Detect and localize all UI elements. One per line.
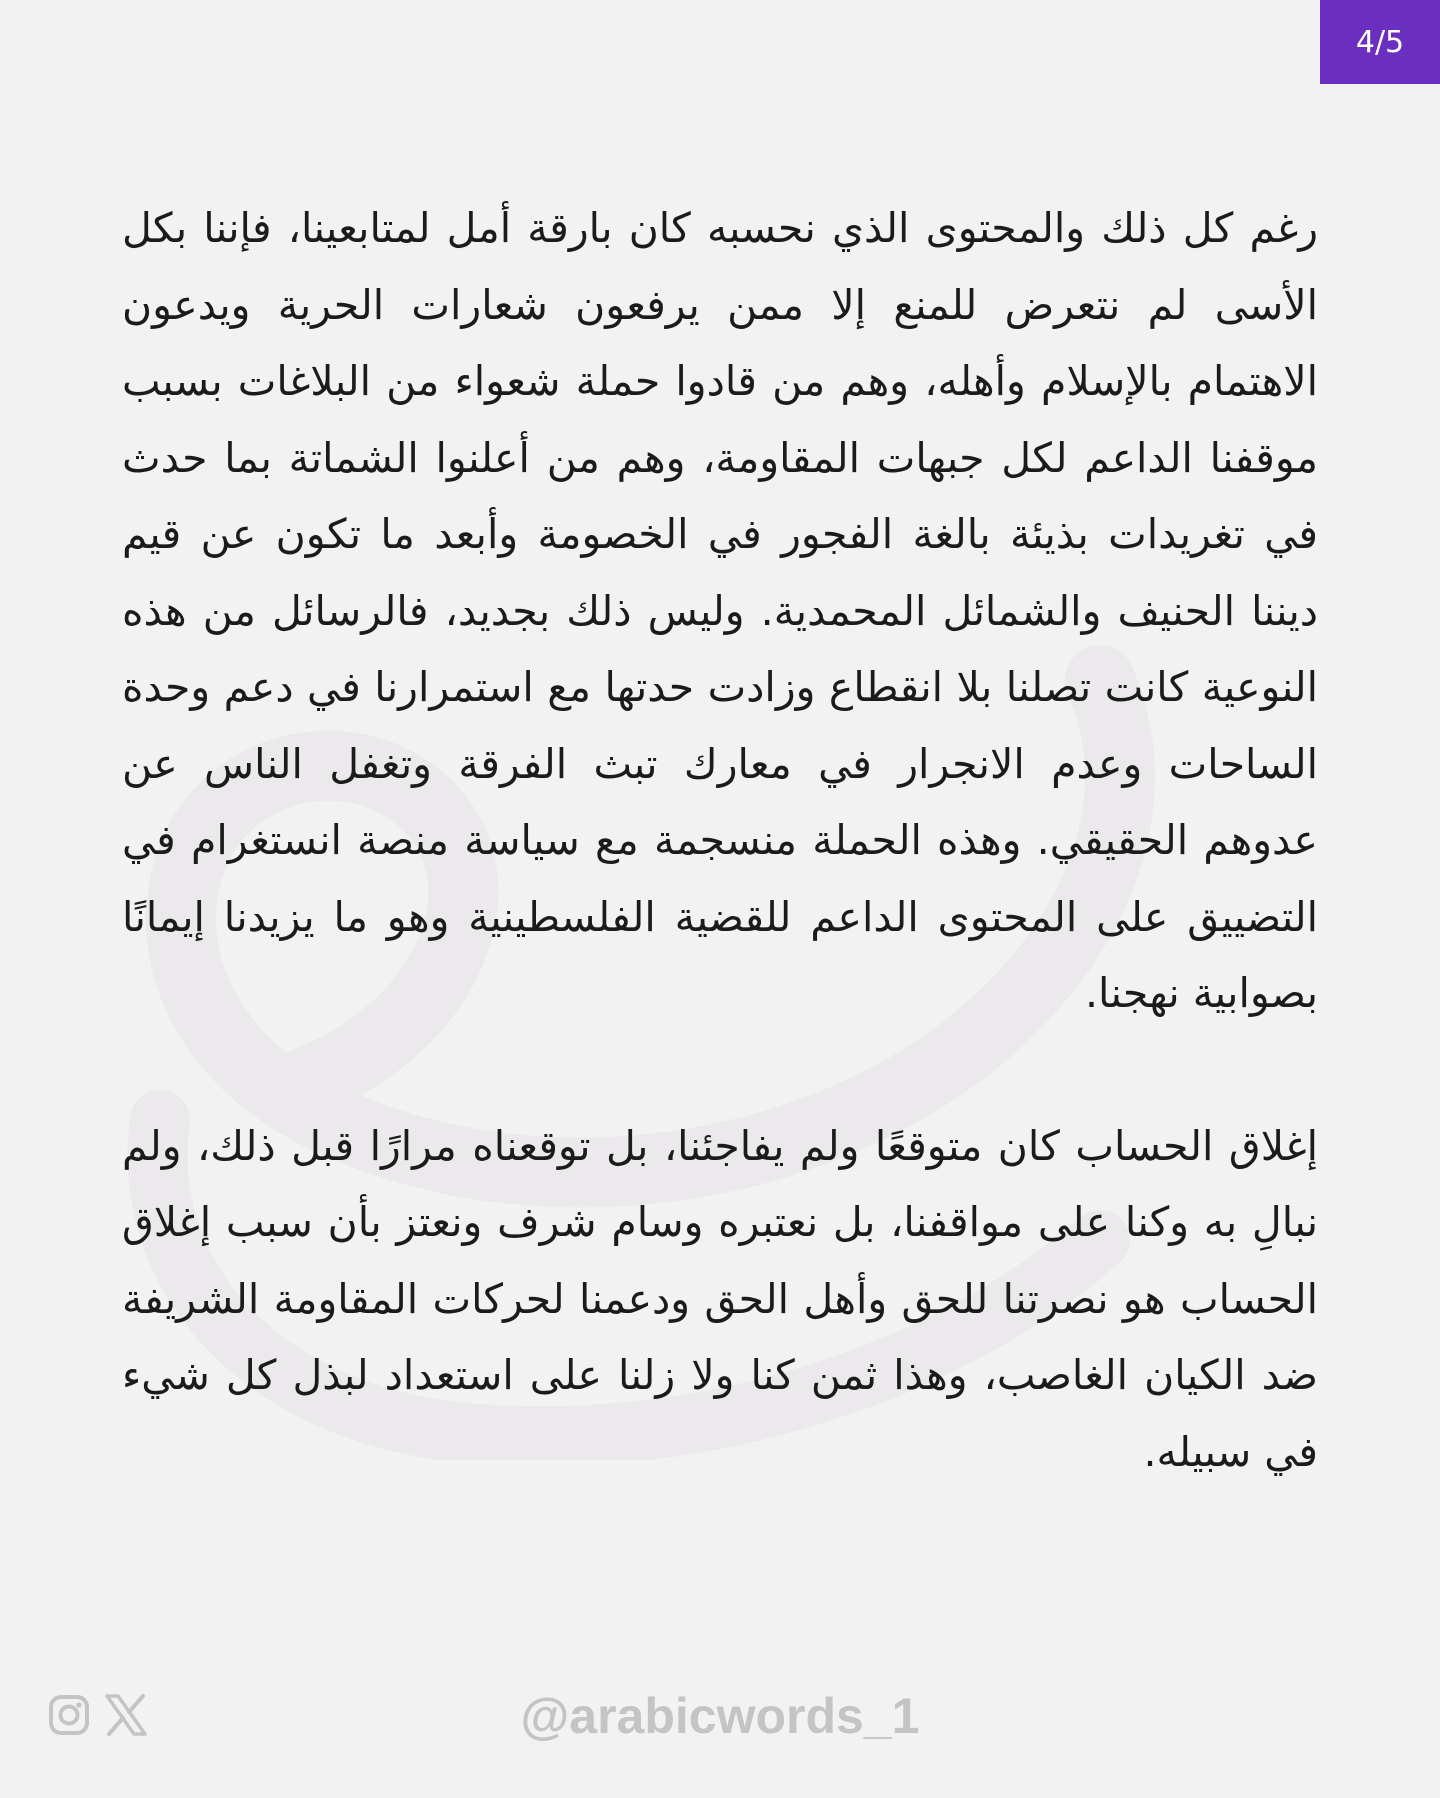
page-indicator: 4/5 xyxy=(1320,0,1440,84)
paragraph-1: رغم كل ذلك والمحتوى الذي نحسبه كان بارقة أمل لمتابعينا، فإننا بكل الأسى لم نتعرض للمنع إلا ممن يرفعون شعارات الحرية ويدعون الاهتمام بالإسلام وأهله، وهم من قادوا حملة شعواء من البلاغات بسبب موقفنا الداعم لكل جبهات المقاومة، وهم من أعلنوا الشماتة بما حدث في تغريدات بذيئة بالغة الفجور في الخصومة وأبعد ما تكون عن قيم ديننا الحنيف والشمائل المحمدية. وليس ذلك بجديد، فالرسائل من هذه النوعية كانت تصلنا بلا انقطاع وزادت حدتها مع استمرارنا في دعم وحدة الساحات وعدم الانجرار في معارك تبث الفرقة وتغفل الناس عن عدوهم الحقيقي. وهذه الحملة منسجمة مع سياسة منصة انستغرام في التضييق على المحتوى الداعم للقضية الفلسطينية وهو ما يزيدنا إيمانًا بصوابية نهجنا. xyxy=(122,204,1318,1017)
paragraph-2: إغلاق الحساب كان متوقعًا ولم يفاجئنا، بل توقعناه مرارًا قبل ذلك، ولم نبالِ به وكنا على مواقفنا، بل نعتبره وسام شرف ونعتز بأن سبب إغلاق الحساب هو نصرتنا للحق وأهل الحق ودعمنا لحركات المقاومة الشريفة ضد الكيان الغاصب، وهذا ثمن كنا ولا زلنا على استعداد لبذل كل شيء في سبيله. xyxy=(122,1121,1318,1476)
account-handle: @arabicwords_1 xyxy=(520,1688,920,1744)
article-body xyxy=(122,190,1318,1490)
